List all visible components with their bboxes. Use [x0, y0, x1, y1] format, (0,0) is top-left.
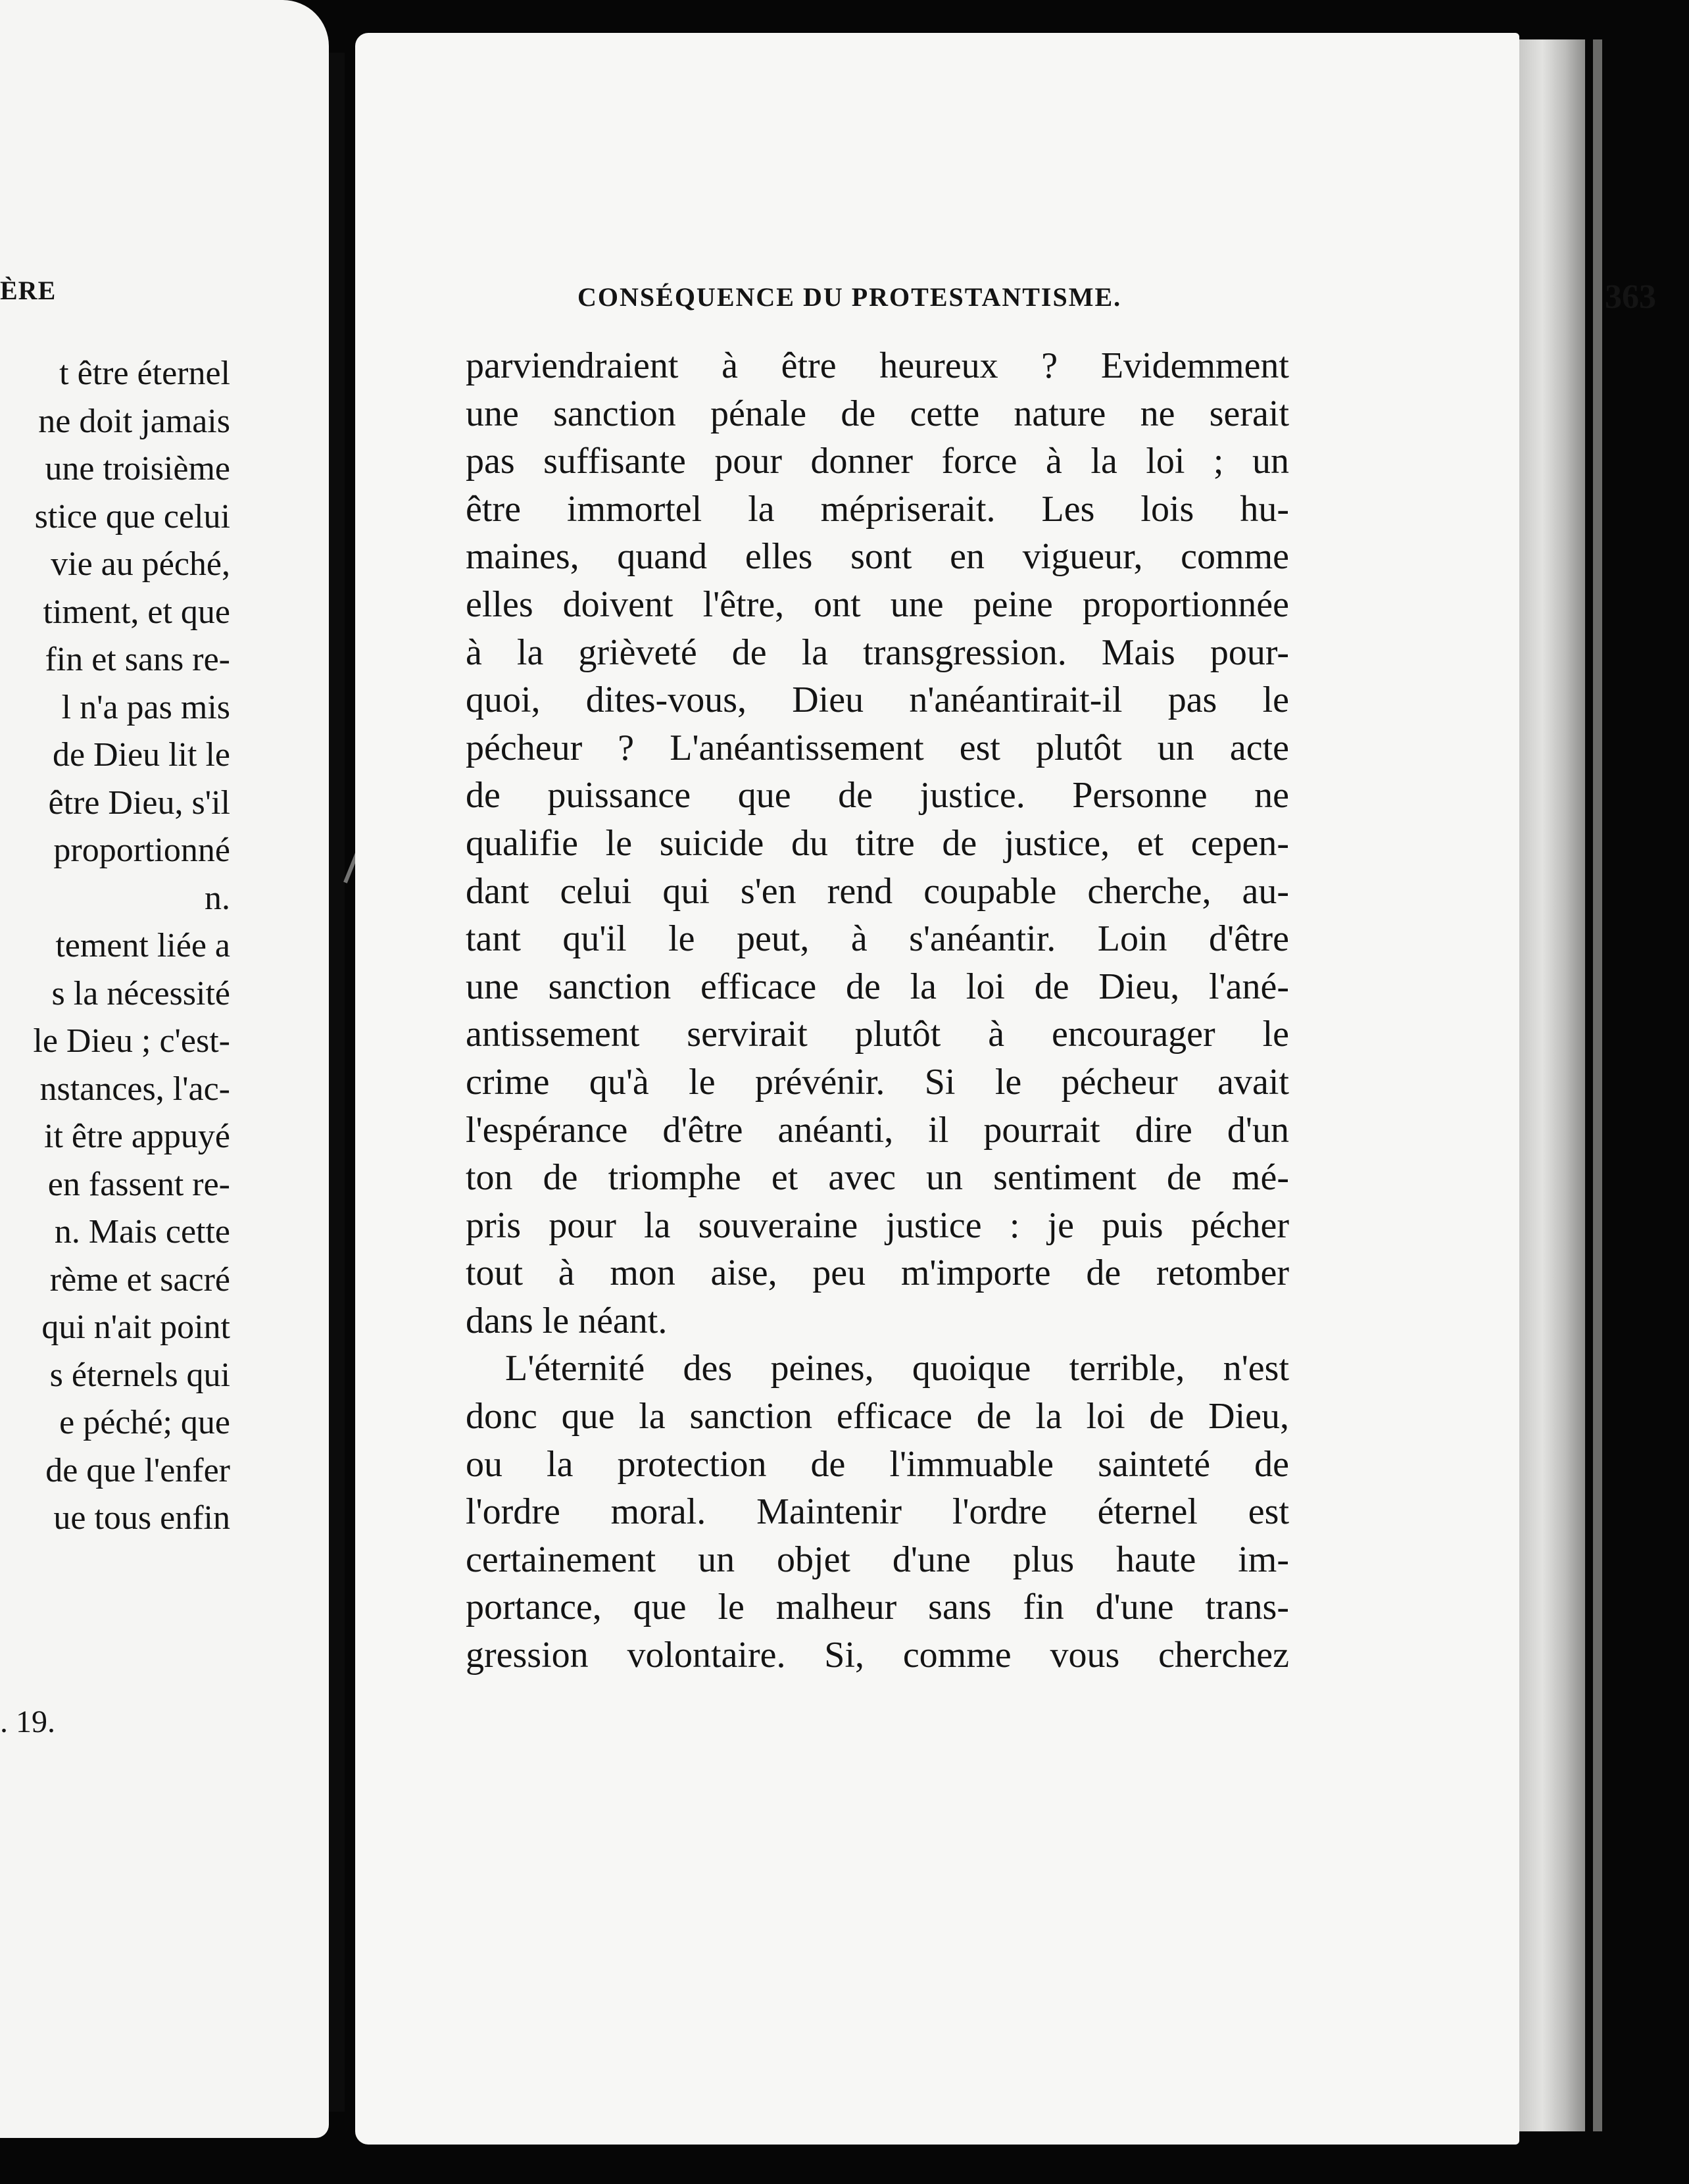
left-text-line: it être appuyé [44, 1118, 230, 1155]
left-running-head-fragment: ÈRE [0, 276, 57, 305]
right-page [355, 33, 1656, 2145]
body-text [466, 342, 1289, 1679]
body-text-line: elles doivent l'être, ont une peine proportionnée [466, 583, 1289, 625]
left-text-line: ne doit jamais [38, 402, 230, 440]
body-text-line: parviendraient à être heureux ? Evidemment [466, 345, 1289, 386]
body-text-line: gression volontaire. Si, comme vous cherchez [466, 1635, 1289, 1676]
body-text-line: qualifie le suicide du titre de justice, et cepen- [466, 822, 1289, 864]
body-text-line: pas suffisante pour donner force à la loi ; un [466, 441, 1289, 482]
left-text-line: une troisième [45, 450, 230, 487]
left-text-line: fin et sans re- [45, 641, 230, 678]
left-text-line: nstances, l'ac- [39, 1070, 230, 1108]
running-title: CONSÉQUENCE DU PROTESTANTISME. [577, 282, 1122, 312]
body-text-line: l'ordre moral. Maintenir l'ordre éternel est [466, 1491, 1289, 1533]
running-head [577, 271, 1656, 324]
left-text-line: stice que celui [34, 497, 230, 535]
left-text-line: être Dieu, s'il [48, 783, 230, 822]
body-text-line: antissement servirait plutôt à encourager le [466, 1014, 1289, 1055]
body-text-line: maines, quand elles sont en vigueur, comme [466, 536, 1289, 578]
body-text-line: portance, que le malheur sans fin d'une trans- [466, 1587, 1289, 1628]
body-text-line: pris pour la souveraine justice : je puis pécher [466, 1204, 1289, 1246]
left-text-line: qui n'ait point [41, 1308, 230, 1346]
left-text-line: de que l'enfer [45, 1451, 230, 1489]
left-text-line: tement liée a [55, 927, 230, 964]
body-text-line: une sanction efficace de la loi de Dieu, l'ané- [466, 966, 1289, 1007]
body-text-line: ton de triomphe et avec un sentiment de mé- [466, 1157, 1289, 1199]
body-text-line: quoi, dites-vous, Dieu n'anéantirait-il pas le [466, 680, 1289, 721]
left-text-line: de Dieu lit le [52, 736, 230, 774]
left-text-line: e péché; que [59, 1404, 230, 1441]
body-text-line: ou la protection de l'immuable sainteté de [466, 1443, 1289, 1485]
body-text-line: dans le néant. [466, 1300, 668, 1341]
left-footnote-fragment: . 19. [0, 1704, 55, 1739]
body-text-line: crime qu'à le prévénir. Si le pécheur avait [466, 1061, 1289, 1103]
left-text-line: s la nécessité [51, 974, 230, 1012]
left-text-line: n. Mais cette [54, 1213, 230, 1251]
left-page [0, 0, 329, 2138]
page-number: 363 [1605, 278, 1656, 316]
body-text-line: être immortel la mépriserait. Les lois hu- [466, 488, 1289, 530]
body-text-line: pécheur ? L'anéantissement est plutôt un acte [466, 727, 1289, 768]
body-text-line: de puissance que de justice. Personne ne [466, 775, 1289, 816]
left-text-line: en fassent re- [47, 1165, 230, 1203]
body-text-line: donc que la sanction efficace de la loi de Dieu, [466, 1396, 1289, 1437]
body-text-line: tant qu'il le peut, à s'anéantir. Loin d'être [466, 918, 1289, 960]
left-text-line: proportionné [53, 831, 230, 869]
body-text-line: une sanction pénale de cette nature ne serait [466, 393, 1289, 434]
body-text-line: l'espérance d'être anéanti, il pourrait dire d'un [466, 1109, 1289, 1151]
body-text-line: à la grièveté de la transgression. Mais pour- [466, 632, 1289, 673]
body-text-line: tout à mon aise, peu m'importe de retomber [466, 1253, 1289, 1294]
left-text-line: rème et sacré [49, 1260, 230, 1299]
left-text-line: ue tous enfin [53, 1499, 230, 1537]
left-text-line: timent, et que [43, 593, 230, 631]
left-text-line: n. [205, 879, 230, 917]
left-text-line: vie au péché, [51, 545, 230, 583]
body-text-line: L'éternité des peines, quoique terrible, n'est [505, 1348, 1289, 1389]
body-text-line: dant celui qui s'en rend coupable cherche, au- [466, 870, 1289, 912]
body-text-line: certainement un objet d'une plus haute im- [466, 1539, 1289, 1580]
left-text-line: l n'a pas mis [61, 688, 230, 726]
left-text-line: t être éternel [59, 355, 230, 392]
left-text-line: le Dieu ; c'est- [33, 1022, 230, 1060]
book-gutter [329, 53, 345, 2112]
left-text-line: s éternels qui [49, 1356, 230, 1394]
page-block-edge [1519, 39, 1585, 2131]
left-page-text [33, 350, 230, 1543]
